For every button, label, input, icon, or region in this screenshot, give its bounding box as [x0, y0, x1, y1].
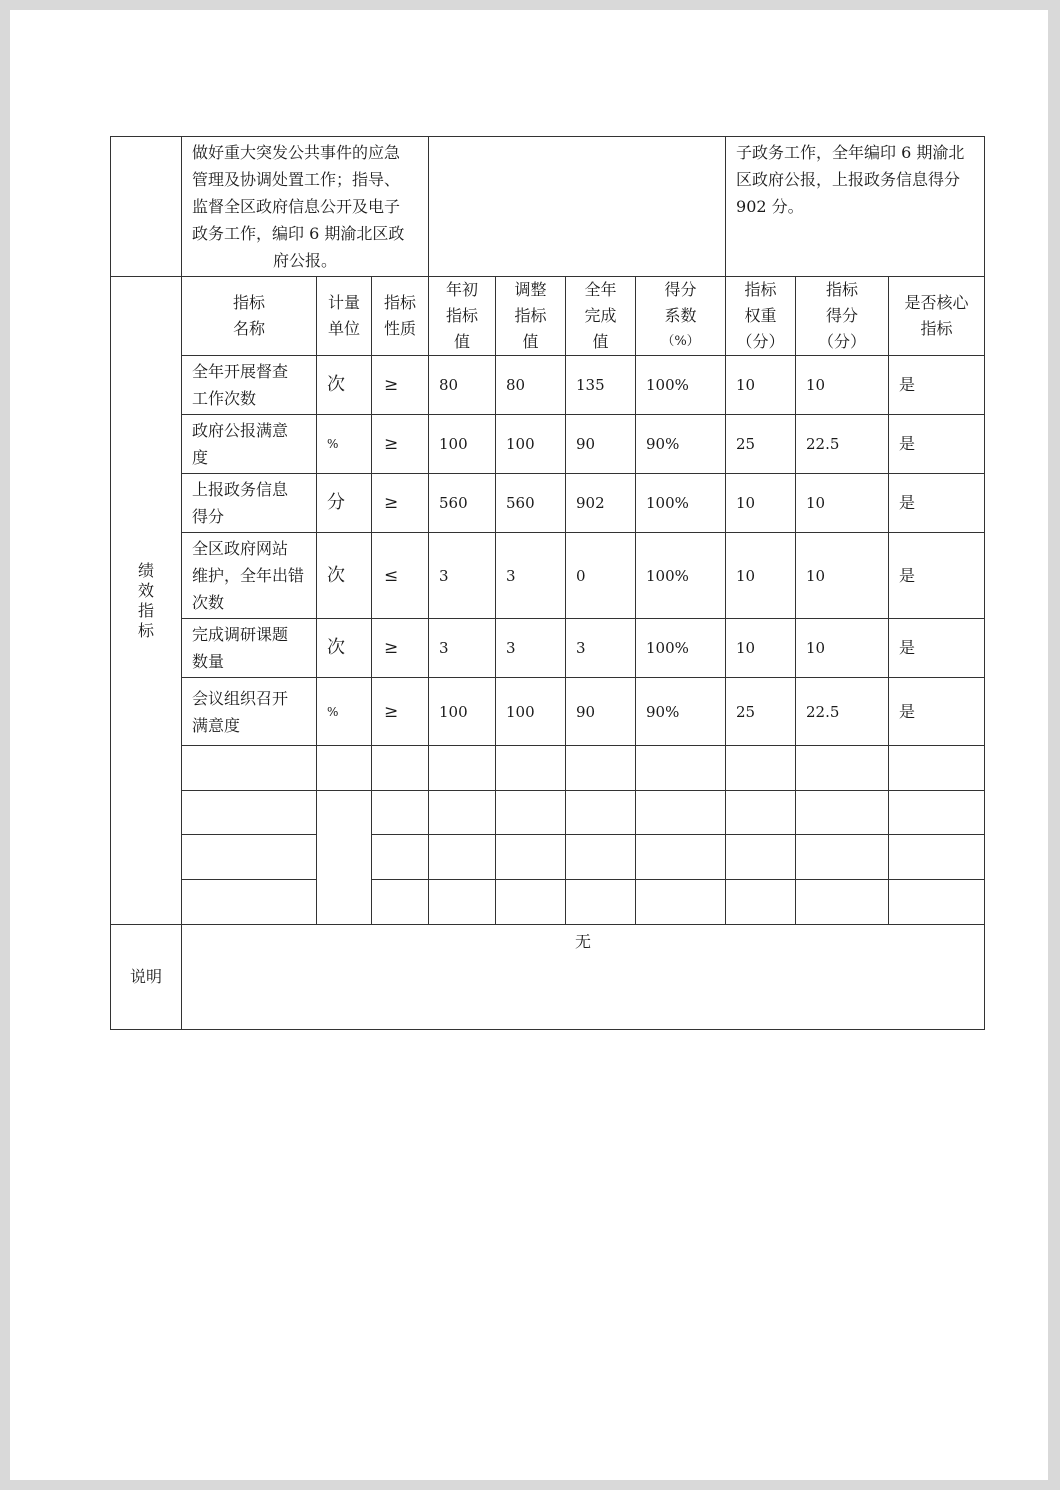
completed-cell: 90	[566, 415, 636, 474]
core-cell: 是	[889, 678, 985, 746]
indicator-name	[182, 356, 317, 415]
empty-cell	[636, 835, 726, 880]
header-row	[111, 277, 985, 356]
coef-cell: 100%	[636, 356, 726, 415]
header-line: 调整	[514, 280, 547, 299]
score-cell: 22.5	[796, 415, 889, 474]
empty-cell	[372, 835, 429, 880]
empty-cell	[796, 791, 889, 835]
content-right-cell	[726, 137, 985, 277]
adjusted-cell: 3	[496, 533, 566, 619]
table-row	[111, 619, 985, 678]
empty-cell	[726, 791, 796, 835]
header-line: 计量	[327, 293, 360, 312]
category-char: 标	[137, 620, 154, 640]
unit-cell: %	[317, 678, 372, 746]
adjusted-cell: 3	[496, 619, 566, 678]
empty-cell	[182, 791, 317, 835]
empty-cell	[496, 791, 566, 835]
empty-cell	[372, 880, 429, 925]
header-line: 指标	[744, 280, 777, 299]
header-line: 名称	[232, 319, 265, 338]
header-line: 年初	[446, 280, 479, 299]
category-char: 绩	[137, 560, 154, 580]
score-cell: 10	[796, 533, 889, 619]
header-line: 值	[454, 332, 471, 351]
coef-cell: 100%	[636, 619, 726, 678]
weight-cell: 10	[726, 533, 796, 619]
empty-merged-unit-cell	[317, 791, 372, 925]
header-completed	[566, 277, 636, 356]
nature-cell: ≤	[372, 533, 429, 619]
core-cell: 是	[889, 619, 985, 678]
header-line: 值	[592, 332, 609, 351]
document-page	[10, 10, 1048, 1480]
header-line: 性质	[384, 319, 417, 338]
empty-cell	[726, 835, 796, 880]
content-left-cell	[182, 137, 429, 277]
header-line: 是否核心	[904, 293, 969, 312]
initial-cell: 100	[429, 678, 496, 746]
performance-table	[110, 136, 985, 1030]
adjusted-cell: 100	[496, 415, 566, 474]
indicator-name	[182, 619, 317, 678]
indicator-name	[182, 678, 317, 746]
content-left-line: 政务工作，编印 6 期渝北区政	[192, 224, 405, 243]
content-right-line: 区政府公报，上报政务信息得分	[736, 170, 961, 189]
header-line: 指标	[446, 306, 479, 325]
header-line: 指标	[514, 306, 547, 325]
empty-cell	[726, 746, 796, 791]
empty-cell	[182, 880, 317, 925]
header-nature	[372, 277, 429, 356]
name-line: 满意度	[192, 715, 241, 735]
table-row	[111, 678, 985, 746]
empty-cell	[429, 791, 496, 835]
completed-cell: 0	[566, 533, 636, 619]
nature-cell: ≥	[372, 474, 429, 533]
category-char: 指	[137, 600, 154, 620]
initial-cell: 3	[429, 533, 496, 619]
name-line: 工作次数	[192, 389, 257, 408]
initial-cell: 560	[429, 474, 496, 533]
header-line: 权重	[744, 306, 777, 325]
header-line: 值	[522, 332, 539, 351]
unit-cell: 次	[317, 533, 372, 619]
weight-cell: 10	[726, 619, 796, 678]
coef-cell: 90%	[636, 678, 726, 746]
header-unit	[317, 277, 372, 356]
table-row	[111, 533, 985, 619]
content-row	[111, 137, 985, 277]
header-initial	[429, 277, 496, 356]
empty-cell	[182, 746, 317, 791]
header-line: 指标	[232, 293, 265, 312]
note-value: 无	[182, 925, 985, 1030]
unit-cell: 分	[317, 474, 372, 533]
empty-cell	[636, 880, 726, 925]
empty-cell	[429, 746, 496, 791]
empty-cell	[889, 746, 985, 791]
header-line: 得分	[826, 306, 859, 325]
empty-cell	[372, 791, 429, 835]
name-line: 完成调研课题	[192, 625, 289, 644]
empty-cell	[566, 880, 636, 925]
category-char: 效	[137, 580, 154, 600]
category-label-cell	[111, 277, 182, 925]
empty-cell	[566, 746, 636, 791]
header-line: 指标	[920, 319, 953, 338]
completed-cell: 135	[566, 356, 636, 415]
header-coef	[636, 277, 726, 356]
name-line: 政府公报满意	[192, 421, 289, 440]
header-core	[889, 277, 985, 356]
content-left-line: 做好重大突发公共事件的应急	[192, 143, 401, 162]
indicator-name	[182, 415, 317, 474]
header-line: （分）	[818, 332, 867, 351]
core-cell: 是	[889, 415, 985, 474]
initial-cell: 3	[429, 619, 496, 678]
completed-cell: 902	[566, 474, 636, 533]
name-line: 次数	[192, 593, 225, 612]
header-name	[182, 277, 317, 356]
empty-cell	[372, 746, 429, 791]
empty-cell	[566, 835, 636, 880]
empty-cell	[889, 835, 985, 880]
content-right-line: 子政务工作，全年编印 6 期渝北	[736, 143, 965, 162]
nature-cell: ≥	[372, 678, 429, 746]
coef-cell: 90%	[636, 415, 726, 474]
weight-cell: 10	[726, 356, 796, 415]
empty-row	[111, 835, 985, 880]
score-cell: 10	[796, 474, 889, 533]
name-line: 全年开展督查	[192, 362, 289, 381]
empty-cell	[796, 746, 889, 791]
adjusted-cell: 80	[496, 356, 566, 415]
unit-cell: 次	[317, 619, 372, 678]
name-line: 度	[192, 448, 209, 467]
header-line: 指标	[384, 293, 417, 312]
name-line: 维护，全年出错	[192, 566, 305, 585]
empty-cell	[429, 835, 496, 880]
name-line: 全区政府网站	[192, 539, 289, 558]
weight-cell: 25	[726, 678, 796, 746]
name-line: 上报政务信息	[192, 480, 289, 499]
note-row	[111, 925, 985, 1030]
unit-cell: 次	[317, 356, 372, 415]
name-line: 数量	[192, 652, 225, 671]
header-score	[796, 277, 889, 356]
nature-cell: ≥	[372, 415, 429, 474]
empty-cell	[566, 791, 636, 835]
empty-cell	[496, 746, 566, 791]
adjusted-cell: 560	[496, 474, 566, 533]
note-label: 说明	[111, 925, 182, 1030]
empty-cell	[429, 880, 496, 925]
empty-cell	[796, 835, 889, 880]
score-cell: 22.5	[796, 678, 889, 746]
header-line: （%）	[661, 334, 700, 349]
indicator-name	[182, 533, 317, 619]
nature-cell: ≥	[372, 619, 429, 678]
score-cell: 10	[796, 356, 889, 415]
header-line: 单位	[327, 319, 360, 338]
header-line: 得分	[664, 280, 697, 299]
weight-cell: 25	[726, 415, 796, 474]
table-row	[111, 415, 985, 474]
header-weight	[726, 277, 796, 356]
core-cell: 是	[889, 533, 985, 619]
empty-cell	[796, 880, 889, 925]
empty-cell	[889, 880, 985, 925]
empty-row	[111, 746, 985, 791]
header-adjusted	[496, 277, 566, 356]
content-left-line: 管理及协调处置工作；指导、	[192, 170, 401, 189]
empty-cell	[726, 880, 796, 925]
empty-row	[111, 791, 985, 835]
empty-cell	[636, 791, 726, 835]
empty-cell	[636, 746, 726, 791]
content-left-line: 府公报。	[273, 251, 338, 270]
indicator-name	[182, 474, 317, 533]
content-left-line: 监督全区政府信息公开及电子	[192, 197, 401, 216]
initial-cell: 80	[429, 356, 496, 415]
header-line: （分）	[736, 332, 785, 351]
completed-cell: 90	[566, 678, 636, 746]
adjusted-cell: 100	[496, 678, 566, 746]
content-right-line: 902 分。	[736, 197, 804, 216]
empty-cell	[317, 746, 372, 791]
coef-cell: 100%	[636, 474, 726, 533]
coef-cell: 100%	[636, 533, 726, 619]
core-cell: 是	[889, 356, 985, 415]
empty-cell	[496, 835, 566, 880]
content-middle-cell	[429, 137, 726, 277]
unit-cell: %	[317, 415, 372, 474]
table-row	[111, 474, 985, 533]
header-line: 全年	[584, 280, 617, 299]
name-line: 得分	[192, 507, 225, 526]
table-row	[111, 356, 985, 415]
core-cell: 是	[889, 474, 985, 533]
blank-label-cell	[111, 137, 182, 277]
header-line: 完成	[584, 306, 617, 325]
name-line: 会议组织召开	[192, 688, 289, 708]
nature-cell: ≥	[372, 356, 429, 415]
header-line: 系数	[664, 306, 697, 325]
header-line: 指标	[826, 280, 859, 299]
initial-cell: 100	[429, 415, 496, 474]
empty-cell	[496, 880, 566, 925]
empty-cell	[182, 835, 317, 880]
empty-cell	[889, 791, 985, 835]
score-cell: 10	[796, 619, 889, 678]
completed-cell: 3	[566, 619, 636, 678]
weight-cell: 10	[726, 474, 796, 533]
empty-row	[111, 880, 985, 925]
